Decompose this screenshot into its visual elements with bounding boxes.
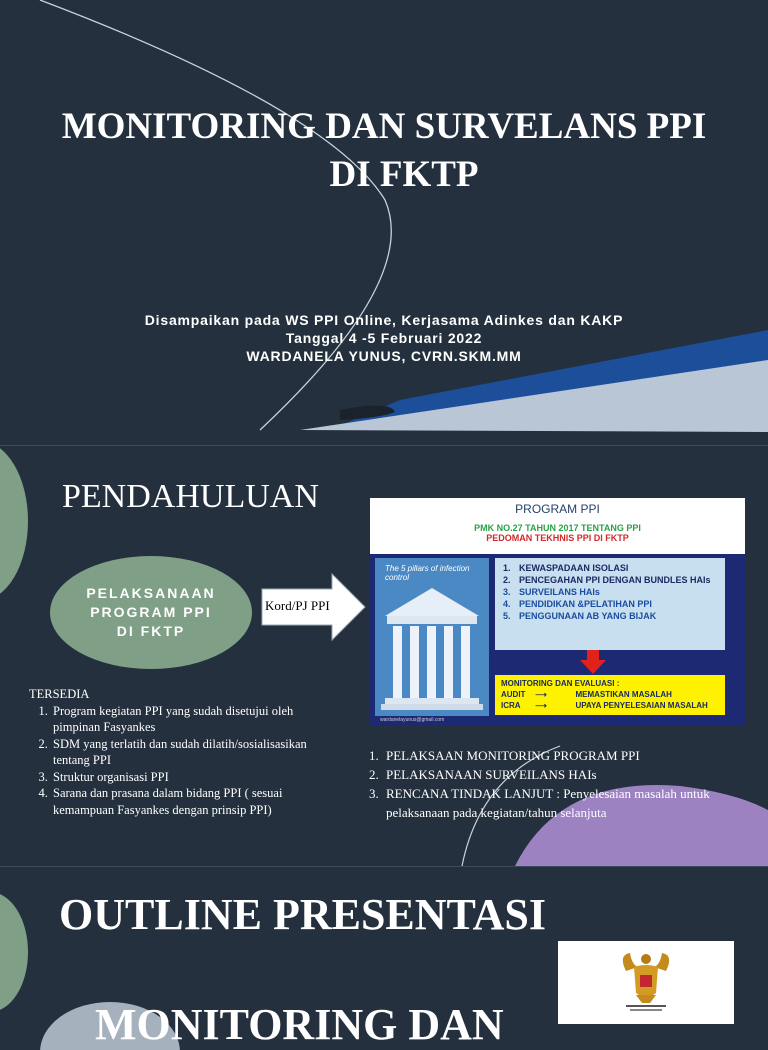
subtitle-line-1: Disampaikan pada WS PPI Online, Kerjasama Adinkes dan KAKP (144, 312, 624, 328)
author-email: wardanelayunus@gmail.com (380, 717, 445, 723)
available-list (29, 686, 334, 818)
program-ppi-figure (370, 498, 745, 726)
program-guideline: PEDOMAN TEKHNIS PPI DI FKTP (486, 533, 629, 543)
icra-text: UPAYA PENYELESAIAN MASALAH (575, 701, 708, 710)
list-item: 3. RENCANA TINDAK LANJUT : Penyelesaian masalah untuk pelaksanaan pada kegiatan/tahun selanjuta (382, 784, 760, 822)
program-items (495, 558, 725, 650)
program-item: 3. SURVEILANS HAIs (513, 586, 725, 598)
slide1-decoration (0, 0, 768, 445)
icra-row (501, 700, 719, 711)
subtitle-line-2: Tanggal 4 -5 Februari 2022 (285, 330, 483, 346)
monev-box (495, 675, 725, 715)
list-item: 4. Sarana dan prasana dalam bidang PPI ( sesuai kemampuan Fasyankes dengan prinsip PPI) (51, 785, 334, 818)
monitoring-list (360, 746, 760, 822)
icra-label: ICRA (501, 701, 521, 710)
temple-icon (375, 558, 489, 716)
program-item: 5. PENGGUNAAN AB YANG BIJAK (513, 610, 725, 622)
down-arrow-icon (580, 650, 606, 674)
title-line-2: DI FKTP (329, 154, 479, 195)
list-item: 2. PELAKSANAAN SURVEILANS HAIs (382, 765, 760, 784)
title-line-1: MONITORING DAN SURVELANS PPI (61, 106, 707, 147)
monev-title: MONITORING DAN EVALUASI : (501, 679, 620, 688)
program-item: 2. PENCEGAHAN PPI DENGAN BUNDLES HAIs (513, 574, 725, 586)
outline-heading: OUTLINE PRESENTASI (59, 890, 546, 939)
subtitle-line-3: WARDANELA YUNUS, CVRN.SKM.MM (246, 348, 522, 364)
list-item: 1. Program kegiatan PPI yang sudah disetujui oleh pimpinan Fasyankes (51, 703, 334, 736)
ministry-logo (558, 941, 734, 1024)
intro-slide (0, 446, 768, 866)
section-heading: PENDAHULUAN (62, 478, 319, 515)
outline-slide (0, 867, 768, 1049)
audit-text: MEMASTIKAN MASALAH (575, 690, 672, 699)
audit-row (501, 689, 719, 700)
pillars-illustration (375, 558, 489, 716)
oval-line-1: PELAKSANAAN (86, 585, 216, 601)
list-item: 2. SDM yang terlatih dan sudah dilatih/sosialisasikan tentang PPI (51, 736, 334, 769)
program-title: PROGRAM PPI (515, 502, 600, 516)
program-regulation: PMK NO.27 TAHUN 2017 TENTANG PPI (474, 523, 641, 533)
garuda-emblem-icon (558, 941, 734, 1024)
list-item: 3. Struktur organisasi PPI (51, 769, 334, 786)
program-item: 1. KEWASPADAAN ISOLASI (513, 562, 725, 574)
list-item: 1. PELAKSAAN MONITORING PROGRAM PPI (382, 746, 760, 765)
oval-line-2: PROGRAM PPI (90, 604, 212, 620)
right-arrow-icon: ⟶ (535, 690, 547, 699)
right-arrow-icon: ⟶ (535, 701, 547, 710)
pillars-caption: The 5 pillars of infection control (385, 564, 470, 582)
outline-first-item: MONITORING DAN (95, 1000, 504, 1049)
oval-line-3: DI FKTP (116, 623, 186, 639)
arrow-label: Kord/PJ PPI (265, 598, 330, 613)
available-list-header: TERSEDIA (29, 687, 90, 701)
presentation-subtitle (0, 311, 768, 365)
program-oval (50, 556, 252, 669)
title-slide (0, 0, 768, 445)
audit-label: AUDIT (501, 690, 526, 699)
presentation-title (0, 103, 768, 199)
program-header (370, 498, 745, 554)
program-item: 4. PENDIDIKAN &PELATIHAN PPI (513, 598, 725, 610)
